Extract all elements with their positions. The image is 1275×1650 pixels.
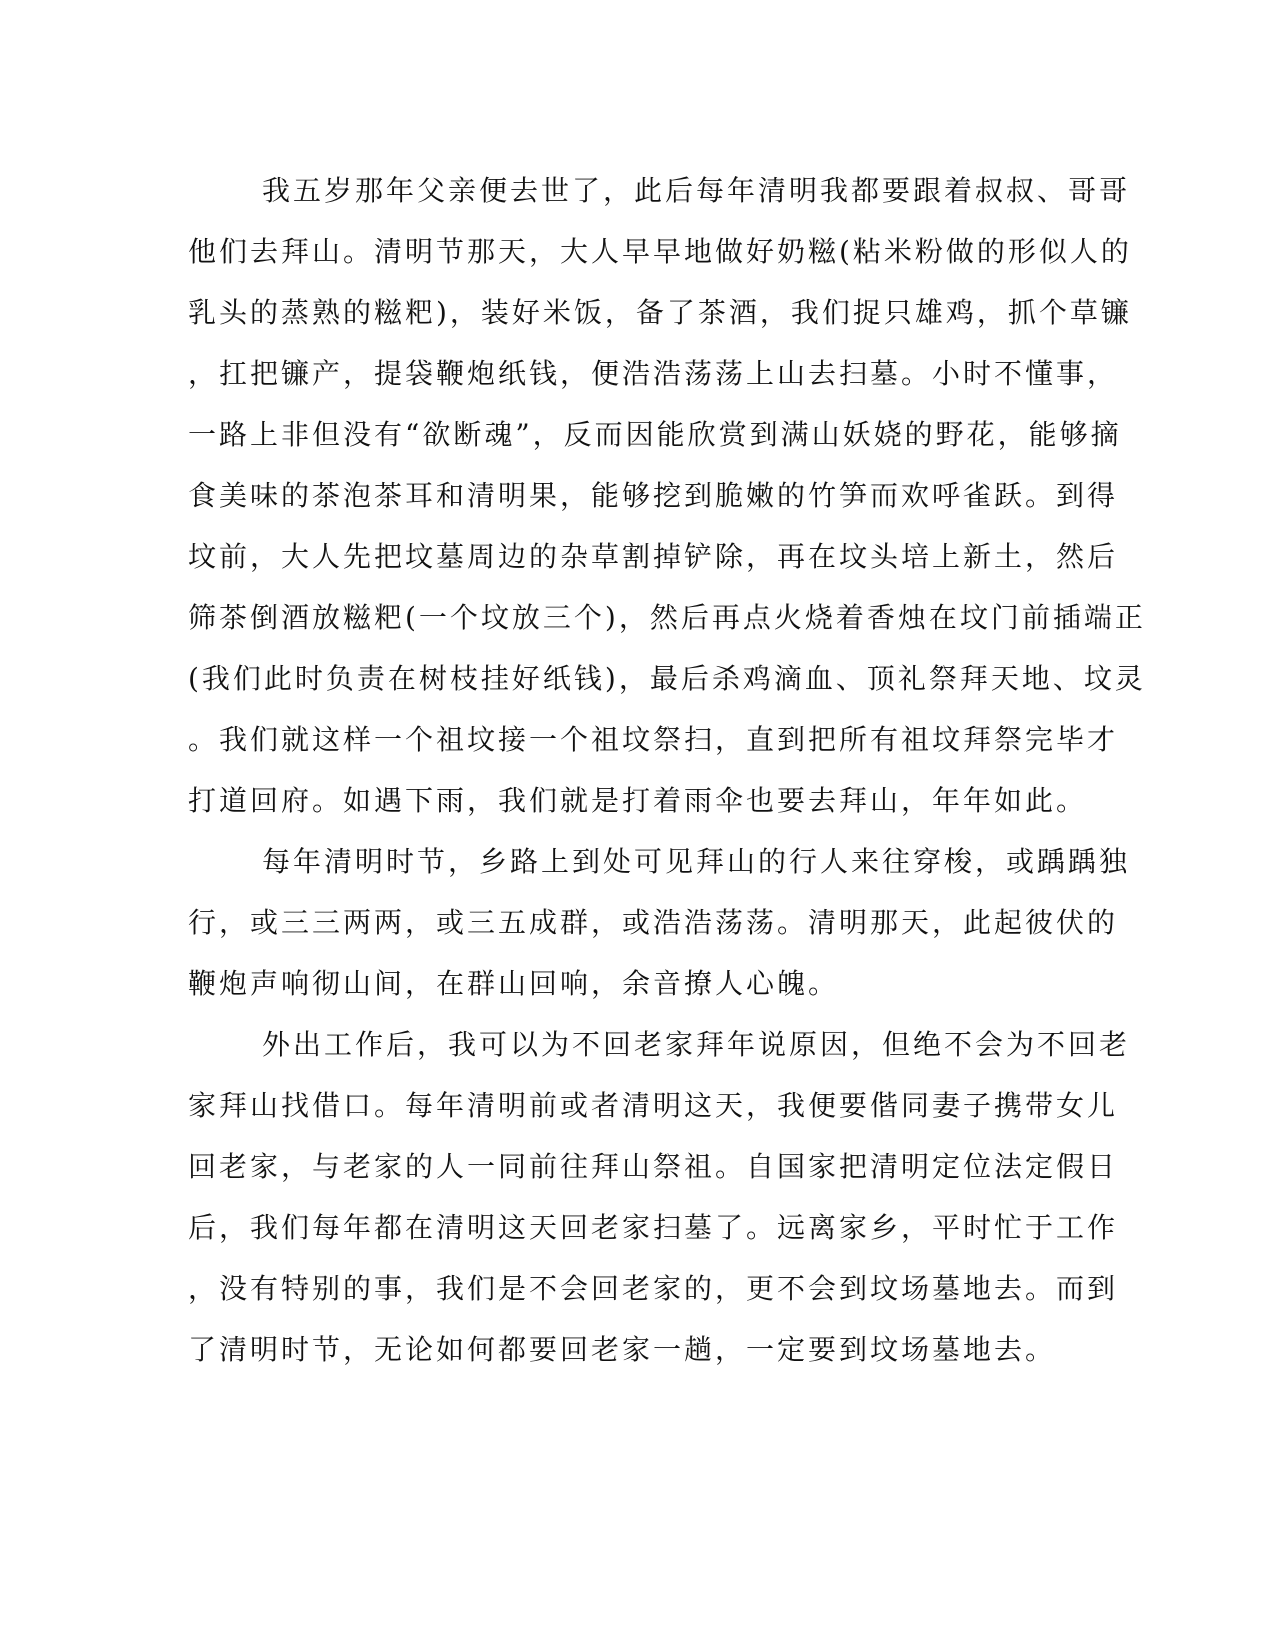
text-line: ，扛把镰产，提袋鞭炮纸钱，便浩浩荡荡上山去扫墓。小时不懂事， [188,357,1119,390]
text-line: 乳头的蒸熟的糍粑)，装好米饭，备了茶酒，我们捉只雄鸡，抓个草镰 [188,296,1132,329]
paragraph-3 [188,1014,1131,1380]
text-line: 他们去拜山。清明节那天，大人早早地做好奶糍(粘米粉做的形似人的 [188,235,1132,268]
text-line: 了清明时节，无论如何都要回老家一趟，一定要到坟场墓地去。 [188,1333,1057,1366]
paragraph-1 [188,160,1146,831]
text-line: 食美味的茶泡茶耳和清明果，能够挖到脆嫩的竹笋而欢呼雀跃。到得 [188,479,1119,512]
text-line: 打道回府。如遇下雨，我们就是打着雨伞也要去拜山，年年如此。 [188,784,1088,817]
text-line: 外出工作后，我可以为不回老家拜年说原因，但绝不会为不回老 [262,1028,1131,1061]
text-line: 坟前，大人先把坟墓周边的杂草割掉铲除，再在坟头培上新土，然后 [188,540,1119,573]
text-line: 每年清明时节，乡路上到处可见拜山的行人来往穿梭，或踽踽独 [262,845,1131,878]
text-line: (我们此时负责在树枝挂好纸钱)，最后杀鸡滴血、顶礼祭拜天地、坟灵 [188,662,1146,695]
text-line: 行，或三三两两，或三五成群，或浩浩荡荡。清明那天，此起彼伏的 [188,906,1119,939]
text-line: 后，我们每年都在清明这天回老家扫墓了。远离家乡，平时忙于工作 [188,1211,1119,1244]
text-line: ，没有特别的事，我们是不会回老家的，更不会到坟场墓地去。而到 [188,1272,1119,1305]
text-line: 筛茶倒酒放糍粑(一个坟放三个)，然后再点火烧着香烛在坟门前插端正 [188,601,1146,634]
paragraph-2 [188,831,1131,1014]
text-line: 一路上非但没有“欲断魂”，反而因能欣赏到满山妖娆的野花，能够摘 [188,418,1122,451]
body-text [188,160,1146,1380]
text-line: 鞭炮声响彻山间，在群山回响，余音撩人心魄。 [188,967,840,1000]
text-line: 回老家，与老家的人一同前往拜山祭祖。自国家把清明定位法定假日 [188,1150,1119,1183]
text-line: 家拜山找借口。每年清明前或者清明这天，我便要偕同妻子携带女儿 [188,1089,1119,1122]
text-line: 我五岁那年父亲便去世了，此后每年清明我都要跟着叔叔、哥哥 [262,174,1131,207]
text-line: 。我们就这样一个祖坟接一个祖坟祭扫，直到把所有祖坟拜祭完毕才 [188,723,1119,756]
